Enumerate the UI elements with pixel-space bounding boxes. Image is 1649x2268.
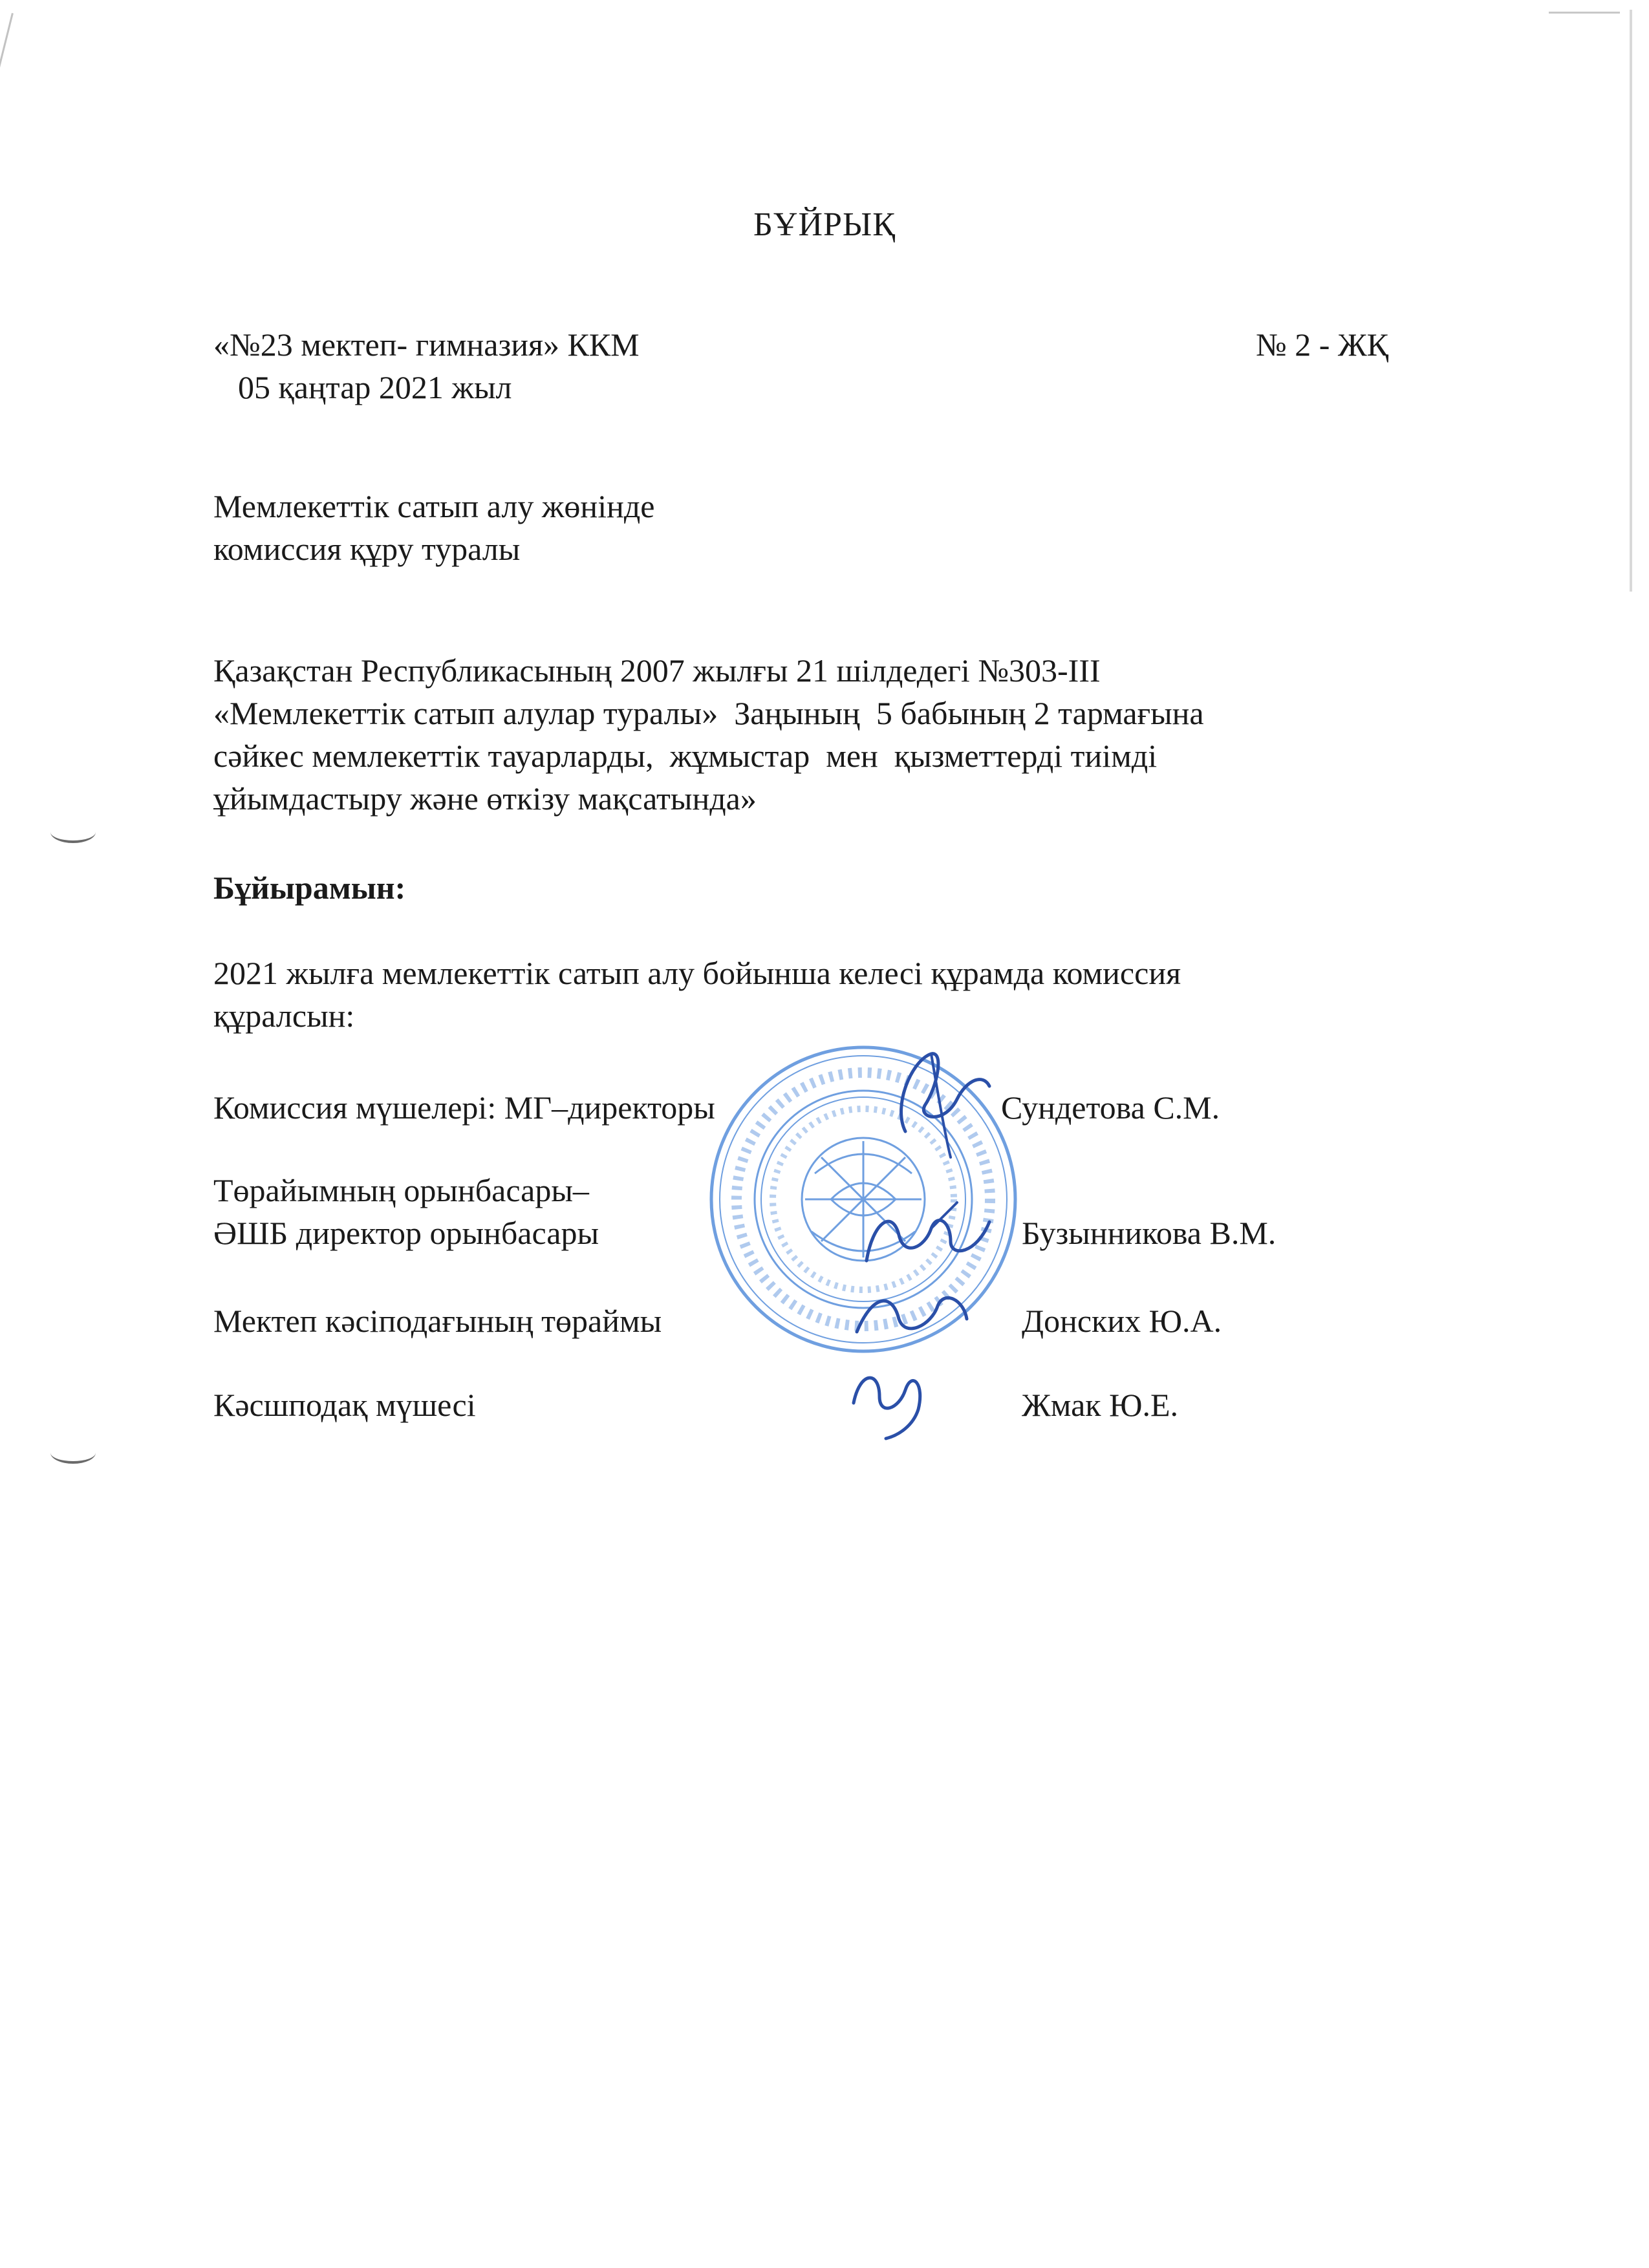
punch-hole-mark-top bbox=[50, 821, 96, 843]
subject-line-2: комиссия құру туралы bbox=[213, 531, 521, 567]
order-number: № 2 - ЖҚ bbox=[1256, 326, 1389, 363]
member-name-1: Сундетова С.М. bbox=[1001, 1089, 1220, 1126]
member-name-2: Бузынникова В.М. bbox=[1022, 1215, 1277, 1251]
scan-edge-top-right bbox=[1549, 12, 1620, 14]
scan-edge-line-right bbox=[1630, 10, 1632, 592]
preamble-line-2: «Мемлекеттік сатып алулар туралы» Заңының 5 бабының 2 тармағына bbox=[213, 695, 1204, 731]
preamble-line-3: сәйкес мемлекеттік тауарларды, жұмыстар мен қызметтерді тиімді bbox=[213, 738, 1158, 774]
document-title: БҰЙРЫҚ bbox=[753, 206, 896, 243]
member-name-3: Донских Ю.А. bbox=[1022, 1303, 1222, 1339]
signature-icon bbox=[841, 1358, 931, 1442]
scan-edge-line-left bbox=[0, 13, 14, 314]
member-role-3: Мектеп кәсіподағының төраймы bbox=[213, 1303, 662, 1339]
member-role-4: Кәсшподақ мүшесі bbox=[213, 1387, 476, 1423]
member-role-1: Комиссия мүшелері: МГ–директоры bbox=[213, 1089, 715, 1126]
subject-line-1: Мемлекеттік сатып алу жөнінде bbox=[213, 488, 655, 524]
organization-name: «№23 мектеп- гимназия» ККМ bbox=[213, 326, 640, 363]
preamble-line-4: ұйымдастыру және өткізу мақсатында» bbox=[213, 780, 757, 817]
signature-icon bbox=[847, 1280, 976, 1351]
signature-icon bbox=[886, 1034, 996, 1164]
order-date: 05 қаңтар 2021 жыл bbox=[238, 369, 512, 405]
order-word: Бұйырамын: bbox=[213, 870, 406, 906]
signature-icon bbox=[854, 1196, 1002, 1280]
decision-line-2: құралсын: bbox=[213, 998, 355, 1034]
punch-hole-mark-bottom bbox=[50, 1442, 96, 1464]
member-name-4: Жмак Ю.Е. bbox=[1022, 1387, 1179, 1423]
preamble-line-1: Қазақстан Республикасының 2007 жылғы 21 шілдедегі №303-III bbox=[213, 652, 1101, 689]
decision-line-1: 2021 жылға мемлекеттік сатып алу бойынша келесі құрамда комиссия bbox=[213, 955, 1181, 991]
member-role-2-line-2: ӘШБ директор орынбасары bbox=[213, 1215, 599, 1251]
member-role-2-line-1: Төрайымның орынбасары– bbox=[213, 1172, 589, 1208]
